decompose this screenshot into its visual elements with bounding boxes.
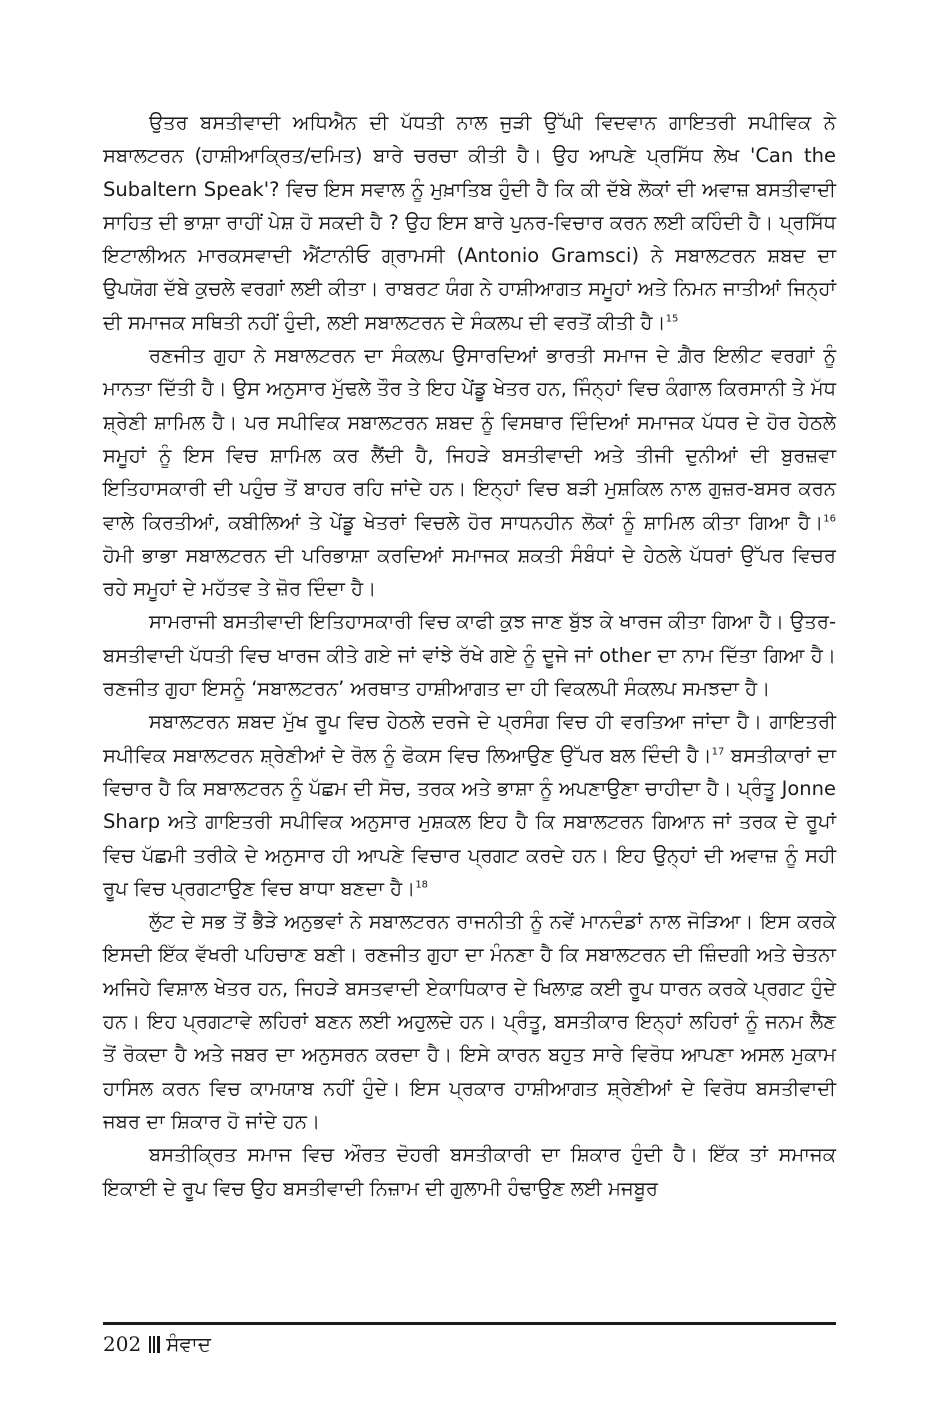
footnote-ref: 17 bbox=[711, 746, 725, 758]
paragraph-text: ਸਾਮਰਾਜੀ ਬਸਤੀਵਾਦੀ ਇਤਿਹਾਸਕਾਰੀ ਵਿਚ ਕਾਫੀ ਕੁਝ ਜਾਣ ਬੁੱਝ ਕੇ ਖਾਰਜ ਕੀਤਾ ਗਿਆ ਹੈ। ਉਤਰ-ਬਸਤੀਵਾਦੀ ਪੱਧਤੀ ਵਿਚ ਖਾਰਜ ਕੀਤੇ ਗਏ ਜਾਂ ਵਾਂਝੇ ਰੱਖੇ ਗਏ ਨੂੰ ਦੂਜੇ ਜਾਂ other ਦਾ ਨਾਮ ਦਿੱਤਾ ਗਿਆ ਹੈ। ਰਣਜੀਤ ਗੁਹਾ ਇਸਨੂੰ ‘ਸਬਾਲਟਰਨ’ ਅਰਥਾਤ ਹਾਸ਼ੀਆਗਤ ਦਾ ਹੀ ਵਿਕਲਪੀ ਸੰਕਲਪ ਸਮਝਦਾ ਹੈ। bbox=[103, 610, 836, 701]
paragraph bbox=[103, 339, 836, 605]
journal-name: ਸੰਵਾਦ bbox=[166, 1332, 211, 1356]
footnote-ref: 15 bbox=[665, 313, 679, 325]
footnote-ref: 16 bbox=[823, 513, 836, 525]
paragraph-text: ਹੋਮੀ ਭਾਭਾ ਸਬਾਲਟਰਨ ਦੀ ਪਰਿਭਾਸ਼ਾ ਕਰਦਿਆਂ ਸਮਾਜਕ ਸ਼ਕਤੀ ਸੰਬੰਧਾਂ ਦੇ ਹੇਠਲੇ ਪੱਧਰਾਂ ਉੱਪਰ ਵਿਚਰ ਰਹੇ ਸਮੂਹਾਂ ਦੇ ਮਹੱਤਵ ਤੇ ਜ਼ੋਰ ਦਿੰਦਾ ਹੈ। bbox=[103, 543, 836, 601]
page-number: 202 bbox=[103, 1332, 142, 1356]
body-text bbox=[103, 106, 836, 1205]
paragraph-text: ਸਬਾਲਟਰਨ ਸ਼ਬਦ ਮੁੱਖ ਰੂਪ ਵਿਚ ਹੇਠਲੇ ਦਰਜੇ ਦੇ ਪ੍ਰਸੰਗ ਵਿਚ ਹੀ ਵਰਤਿਆ ਜਾਂਦਾ ਹੈ। ਗਾਇਤਰੀ ਸਪੀਵਿਕ ਸਬਾਲਟਰਨ ਸ਼੍ਰੇਣੀਆਂ ਦੇ ਰੋਲ ਨੂੰ ਫੋਕਸ ਵਿਚ ਲਿਆਉਣ ਉੱਪਰ ਬਲ ਦਿੰਦੀ ਹੈ। bbox=[103, 710, 836, 767]
separator-bars-icon bbox=[149, 1336, 160, 1353]
paragraph bbox=[103, 705, 836, 905]
paragraph bbox=[103, 605, 836, 705]
footer-divider bbox=[103, 1322, 836, 1325]
page-footer bbox=[103, 1330, 211, 1358]
paragraph bbox=[103, 1138, 836, 1205]
paragraph bbox=[103, 106, 836, 339]
paragraph-text: ਉਤਰ ਬਸਤੀਵਾਦੀ ਅਧਿਐਨ ਦੀ ਪੱਧਤੀ ਨਾਲ ਜੁੜੀ ਉੱਘੀ ਵਿਦਵਾਨ ਗਾਇਤਰੀ ਸਪੀਵਿਕ ਨੇ ਸਬਾਲਟਰਨ (ਹਾਸ਼ੀਆਕ੍ਰਿਤ/ਦਮਿਤ) ਬਾਰੇ ਚਰਚਾ ਕੀਤੀ ਹੈ। ਉਹ ਆਪਣੇ ਪ੍ਰਸਿੱਧ ਲੇਖ 'Can the Subaltern Speak'? ਵਿਚ ਇਸ ਸਵਾਲ ਨੂੰ ਮੁਖ਼ਾਤਿਬ ਹੁੰਦੀ ਹੈ ਕਿ ਕੀ ਦੱਬੇ ਲੋਕਾਂ ਦੀ ਅਵਾਜ਼ ਬਸਤੀਵਾਦੀ ਸਾਹਿਤ ਦੀ ਭਾਸ਼ਾ ਰਾਹੀਂ ਪੇਸ਼ ਹੋ ਸਕਦੀ ਹੈ ? ਉਹ ਇਸ ਬਾਰੇ ਪੁਨਰ-ਵਿਚਾਰ ਕਰਨ ਲਈ ਕਹਿੰਦੀ ਹੈ। ਪ੍ਰਸਿੱਧ ਇਟਾਲੀਅਨ ਮਾਰਕਸਵਾਦੀ ਐਂਟਾਨੀਓ ਗ੍ਰਾਮਸੀ (Antonio Gramsci) ਨੇ ਸਬਾਲਟਰਨ ਸ਼ਬਦ ਦਾ ਉਪਯੋਗ ਦੱਬੇ ਕੁਚਲੇ ਵਰਗਾਂ ਲਈ ਕੀਤਾ। ਰਾਬਰਟ ਯੰਗ ਨੇ ਹਾਸ਼ੀਆਗਤ ਸਮੂਹਾਂ ਅਤੇ ਨਿਮਨ ਜਾਤੀਆਂ ਜਿਨ੍ਹਾਂ ਦੀ ਸਮਾਜਕ ਸਥਿਤੀ ਨਹੀਂ ਹੁੰਦੀ, ਲਈ ਸਬਾਲਟਰਨ ਦੇ ਸੰਕਲਪ ਦੀ ਵਰਤੋਂ ਕੀਤੀ ਹੈ। bbox=[103, 111, 836, 334]
paragraph-text: ਬਸਤੀਕ੍ਰਿਤ ਸਮਾਜ ਵਿਚ ਔਰਤ ਦੋਹਰੀ ਬਸਤੀਕਾਰੀ ਦਾ ਸ਼ਿਕਾਰ ਹੁੰਦੀ ਹੈ। ਇੱਕ ਤਾਂ ਸਮਾਜਕ ਇਕਾਈ ਦੇ ਰੂਪ ਵਿਚ ਉਹ ਬਸਤੀਵਾਦੀ ਨਿਜ਼ਾਮ ਦੀ ਗੁਲਾਮੀ ਹੰਢਾਉਣ ਲਈ ਮਜਬੂਰ bbox=[103, 1143, 836, 1200]
footnote-ref: 18 bbox=[415, 879, 429, 891]
paragraph bbox=[103, 905, 836, 1138]
paragraph-text: ਰਣਜੀਤ ਗੁਹਾ ਨੇ ਸਬਾਲਟਰਨ ਦਾ ਸੰਕਲਪ ਉਸਾਰਦਿਆਂ ਭਾਰਤੀ ਸਮਾਜ ਦੇ ਗ਼ੈਰ ਇਲੀਟ ਵਰਗਾਂ ਨੂੰ ਮਾਨਤਾ ਦਿੱਤੀ ਹੈ। ਉਸ ਅਨੁਸਾਰ ਮੁੱਢਲੇ ਤੌਰ ਤੇ ਇਹ ਪੇਂਡੂ ਖੇਤਰ ਹਨ, ਜਿੰਨ੍ਹਾਂ ਵਿਚ ਕੰਗਾਲ ਕਿਰਸਾਨੀ ਤੇ ਮੱਧ ਸ਼੍ਰੇਣੀ ਸ਼ਾਮਿਲ ਹੈ। ਪਰ ਸਪੀਵਿਕ ਸਬਾਲਟਰਨ ਸ਼ਬਦ ਨੂੰ ਵਿਸਥਾਰ ਦਿੰਦਿਆਂ ਸਮਾਜਕ ਪੱਧਰ ਦੇ ਹੋਰ ਹੇਠਲੇ ਸਮੂਹਾਂ ਨੂੰ ਇਸ ਵਿਚ ਸ਼ਾਮਿਲ ਕਰ ਲੈਂਦੀ ਹੈ, ਜਿਹੜੇ ਬਸਤੀਵਾਦੀ ਅਤੇ ਤੀਜੀ ਦੁਨੀਆਂ ਦੀ ਬੁਰਜ਼ਵਾ ਇਤਿਹਾਸਕਾਰੀ ਦੀ ਪਹੁੰਚ ਤੋਂ ਬਾਹਰ ਰਹਿ ਜਾਂਦੇ ਹਨ। ਇਨ੍ਹਾਂ ਵਿਚ ਬੜੀ ਮੁਸ਼ਕਿਲ ਨਾਲ ਗੁਜ਼ਰ-ਬਸਰ ਕਰਨ ਵਾਲੇ ਕਿਰਤੀਆਂ, ਕਬੀਲਿਆਂ ਤੇ ਪੇਂਡੂ ਖੇਤਰਾਂ ਵਿਚਲੇ ਹੋਰ ਸਾਧਨਹੀਨ ਲੋਕਾਂ ਨੂੰ ਸ਼ਾਮਿਲ ਕੀਤਾ ਗਿਆ ਹੈ। bbox=[103, 344, 836, 534]
paragraph-text: ਬਸਤੀਕਾਰਾਂ ਦਾ ਵਿਚਾਰ ਹੈ ਕਿ ਸਬਾਲਟਰਨ ਨੂੰ ਪੱਛਮ ਦੀ ਸੋਚ, ਤਰਕ ਅਤੇ ਭਾਸ਼ਾ ਨੂੰ ਅਪਣਾਉਣਾ ਚਾਹੀਦਾ ਹੈ। ਪ੍ਰੰਤੂ Jonne Sharp ਅਤੇ ਗਾਇਤਰੀ ਸਪੀਵਿਕ ਅਨੁਸਾਰ ਮੁਸ਼ਕਲ ਇਹ ਹੈ ਕਿ ਸਬਾਲਟਰਨ ਗਿਆਨ ਜਾਂ ਤਰਕ ਦੇ ਰੂਪਾਂ ਵਿਚ ਪੱਛਮੀ ਤਰੀਕੇ ਦੇ ਅਨੁਸਾਰ ਹੀ ਆਪਣੇ ਵਿਚਾਰ ਪ੍ਰਗਟ ਕਰਦੇ ਹਨ। ਇਹ ਉਨ੍ਹਾਂ ਦੀ ਅਵਾਜ਼ ਨੂੰ ਸਹੀ ਰੂਪ ਵਿਚ ਪ੍ਰਗਟਾਉਣ ਵਿਚ ਬਾਧਾ ਬਣਦਾ ਹੈ। bbox=[103, 743, 836, 900]
paragraph-text: ਲੁੱਟ ਦੇ ਸਭ ਤੋਂ ਭੈੜੇ ਅਨੁਭਵਾਂ ਨੇ ਸਬਾਲਟਰਨ ਰਾਜਨੀਤੀ ਨੂੰ ਨਵੇਂ ਮਾਨਦੰਡਾਂ ਨਾਲ ਜੋੜਿਆ। ਇਸ ਕਰਕੇ ਇਸਦੀ ਇੱਕ ਵੱਖਰੀ ਪਹਿਚਾਣ ਬਣੀ। ਰਣਜੀਤ ਗੁਹਾ ਦਾ ਮੰਨਣਾ ਹੈ ਕਿ ਸਬਾਲਟਰਨ ਦੀ ਜ਼ਿੰਦਗੀ ਅਤੇ ਚੇਤਨਾ ਅਜਿਹੇ ਵਿਸ਼ਾਲ ਖੇਤਰ ਹਨ, ਜਿਹੜੇ ਬਸਤਵਾਦੀ ਏਕਾਧਿਕਾਰ ਦੇ ਖਿਲਾਫ਼ ਕਈ ਰੂਪ ਧਾਰਨ ਕਰਕੇ ਪ੍ਰਗਟ ਹੁੰਦੇ ਹਨ। ਇਹ ਪ੍ਰਗਟਾਵੇ ਲਹਿਰਾਂ ਬਣਨ ਲਈ ਅਹੁਲਦੇ ਹਨ। ਪ੍ਰੰਤੂ, ਬਸਤੀਕਾਰ ਇਨ੍ਹਾਂ ਲਹਿਰਾਂ ਨੂੰ ਜਨਮ ਲੈਣ ਤੋਂ ਰੋਕਦਾ ਹੈ ਅਤੇ ਜਬਰ ਦਾ ਅਨੁਸਰਨ ਕਰਦਾ ਹੈ। ਇਸੇ ਕਾਰਨ ਬਹੁਤ ਸਾਰੇ ਵਿਰੋਧ ਆਪਣਾ ਅਸਲ ਮੁਕਾਮ ਹਾਸਿਲ ਕਰਨ ਵਿਚ ਕਾਮਯਾਬ ਨਹੀਂ ਹੁੰਦੇ। ਇਸ ਪ੍ਰਕਾਰ ਹਾਸ਼ੀਆਗਤ ਸ਼੍ਰੇਣੀਆਂ ਦੇ ਵਿਰੋਧ ਬਸਤੀਵਾਦੀ ਜਬਰ ਦਾ ਸ਼ਿਕਾਰ ਹੋ ਜਾਂਦੇ ਹਨ। bbox=[103, 910, 836, 1133]
